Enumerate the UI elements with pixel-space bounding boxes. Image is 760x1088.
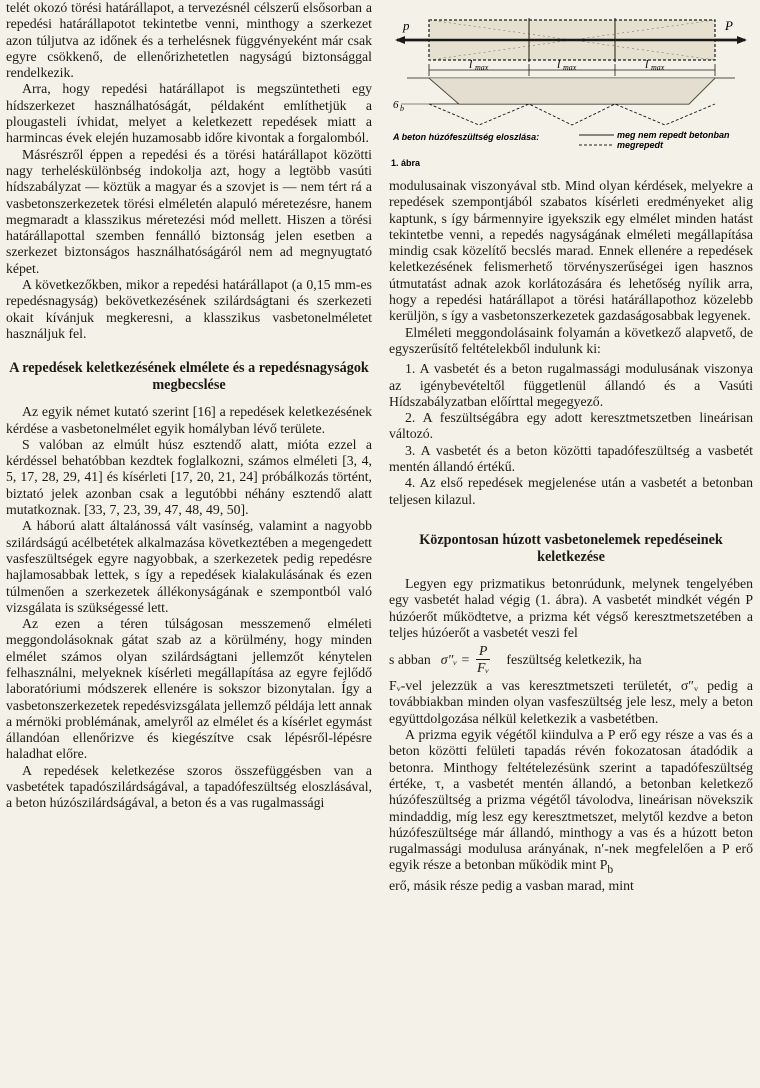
paragraph: Másrészről éppen a repedési és a törési határállapot közötti nagy terheléskülönbség indokolja azt, hogy a legtöbb vasúti hídszabályzat — köztük a magyar és a szovjet is — nem tért rá a vasbetonszerkezetek törési elméletén alapuló méretezésre, hanem megmaradt a klasszikus méretezési mód mellett. Hiszen a törési határállapottal szemben fennálló biztonság jelen esetben a szerkezet biztonságos használhatóságáról nem ad megnyugtató képet. <box>6 146 372 276</box>
list-item: 1. A vasbetét és a beton rugalmassági modulusának viszonya az igénybevételtől függetlenül állandó és a Vasúti Hídszabályzatban előírttal megegyező. <box>389 361 753 409</box>
paragraph: Fᵥ-vel jelezzük a vas keresztmetszeti területét, σ″ᵥ pedig a továbbiakban minden olyan vasfeszültség jele lesz, mely a beton együttdolgozása nélkül keletkezik a vasbetétben. <box>389 678 753 726</box>
paragraph: A következőkben, mikor a repedési határállapot (a 0,15 mm-es repedésnagyság) bekövetkezésének szilárdságtani és szerkezeti okait kívánjuk megkeresni, a klasszikus vasbetonelméletet használjuk fel. <box>6 277 372 341</box>
figure-1 <box>389 0 753 178</box>
section-heading: Központosan húzott vasbetonelemek repedéseinek keletkezése <box>419 531 723 565</box>
paragraph: Arra, hogy repedési határállapot is megszüntetheti egy hídszerkezet használhatóságát, példaként említhetjük a plougasteli ívhidat, melyet a keletkezett repedések miatt a harmincas évek elején huzamosabb időre kivontak a forgalomból. <box>6 81 372 146</box>
svg-text:max: max <box>475 63 489 72</box>
label-sigma: 6 <box>393 99 399 111</box>
legend-cracked: megrepedt <box>617 140 664 150</box>
label-lmax-1: l <box>469 57 473 71</box>
label-lmax-3: l <box>645 57 649 71</box>
paragraph: modulusainak viszonyával stb. Mind olyan kérdések, melyekre a repedések szempontjából szabatos kísérleti eredményeket alig kaptunk, s így bármennyire igyekszik egy elmélet minden hatást tekintetbe venni, a repedés nagyságának elméleti megállapítása mindig csak közelítő becslés marad. Ennek ellenére a repedések keletkezésének felismerhető törvényszerűségei igen hasznos útmutatást adnak azok korlátozására és lehetőség nyílik arra, hogy a repedési határállapot a törési határállapothoz közelebb kerüljön, s így a vasbetonszerkezetek gazdaságosabbak legyenek. <box>389 178 753 324</box>
paragraph: erő, másik része pedig a vasban marad, mint <box>389 878 634 894</box>
svg-text:b: b <box>400 104 404 113</box>
paragraph: Legyen egy prizmatikus betonrúdunk, melynek tengelyében egy vasbetét halad végig (1. ábra). A vasbetét mindkét végén P húzóerőt működtetve, a prizma két végső keresztmetszetében a teljes húzóerőt a vasbetét veszi fel <box>389 575 753 640</box>
list-item: 4. Az első repedések megjelenése után a vasbetét a betonban teljesen kilazul. <box>389 475 753 507</box>
left-column <box>6 0 372 812</box>
paragraph: telét okozó törési határállapot, a tervezésnél célszerű elsősorban a repedési határállapotot tekintetbe venni, minthogy a szerkezet azon túljutva az időnek és a terhelésnek függvényeként már csak egyre csökkenő, de ellenőrizhetetlen nagyságú biztonsággal rendelkezik. <box>6 0 372 81</box>
paragraph: A prizma egyik végétől kiindulva a P erő egy része a vas és a beton közötti felületi tapadás révén fokozatosan átadódik a betonra. Minthogy feltételezésünk szerint a tapadófeszültség értéke, τ, a vasbetét mentén állandó, a betonban keletkező húzófeszültség a prizma végétől távolodva, lineárisan növekszik mindaddig, míg lesz egy keresztmetszet, melytől kezdve a beton húzófeszültsége már állandó, minthogy a vas és a húzott beton rugalmassági modulusa arányának, n′-nek megfelelően a P erő egyik része a betonban működik mint $P_b$ <box>389 727 753 877</box>
list-item: 3. A vasbetét és a beton közötti tapadófeszültség a vasbetét mentén állandó értékű. <box>389 442 753 475</box>
figure-caption: 1. ábra <box>391 158 421 168</box>
svg-text:max: max <box>651 63 665 72</box>
paragraph: Az egyik német kutató szerint [16] a repedések keletkezésének kérdése a vasbetonelmélet egyik homályban lévő területe. <box>6 404 372 436</box>
paragraph: Elméleti meggondolásaink folyamán a következő alapvető, de egyszerűsítő feltételekből indulunk ki: <box>389 324 753 356</box>
list-item: 2. A feszültségábra egy adott keresztmetszetben lineárisan változó. <box>389 410 753 442</box>
paragraph: S valóban az elmúlt húsz esztendő alatt, mióta ezzel a kérdéssel behatóbban kezdtek foglalkozni, számos elméleti [3, 4, 5, 17, 28, 29, 41] és kísérleti [17, 20, 21, 24] próbálkozás történt, biztató jelek azonban csak a legutóbbi néhány esztendő alatt mutatkoznak. [33, 7, 23, 39, 47, 48, 49, 50]. <box>6 436 372 518</box>
section-heading: A repedések keletkezésének elmélete és a repedésnagyságok megbecslése <box>9 360 369 394</box>
legend-uncracked: meg nem repedt betonban <box>617 130 730 140</box>
paragraph: A repedések keletkezése szoros összefüggésben van a vasbetétek tapadószilárdságával, a tapadófeszültség eloszlásával, a beton húzószilárdságával, a beton és a vas rugalmassági <box>6 762 372 811</box>
right-column <box>389 0 753 895</box>
label-lmax-2: l <box>557 57 561 71</box>
equation: s abban σ″ᵥ = $\frac{P}{\text{Fᵥ}}$ feszültség keletkezik, ha <box>389 643 642 676</box>
distribution-label: A beton húzófeszültség eloszlása: <box>393 132 540 142</box>
figure-diagram <box>389 0 753 178</box>
svg-text:max: max <box>563 63 577 72</box>
label-p-right: P <box>725 18 733 33</box>
paragraph: A háború alatt általánossá vált vasínség, valamint a nagyobb szilárdságú acélbetétek alkalmazása következtében a megengedett vasfeszültségek egyre nagyobbak, a szerkezetek pedig repedésre hajlamosabbak lettek, s így a repedések kialakulásának és ezen túlmenően a szerkezetek állékonyságának e szempontból való vizsgálata is szükségessé lett. <box>6 518 372 615</box>
label-p-left: p <box>403 18 410 33</box>
paragraph: Az ezen a téren túlságosan messzemenő elméleti meggondolásoknak gátat szab az a körülmény, hogy minden elmélet számos olyan szilárdságtani jellemzőt kénytelen felhasználni, melyeknek kísérleti megállapítása az egyre fejlődő laboratóriumi módszerek ellenére is sokszor bizonytalan. Így a vasbetonszerkezetek repedésvizsgálata jellemző példája lett annak a mérnöki problémának, amelyről az elmélet és a kísérlet egymást állandóan ellenőrizve és kiegészítve csak lépésről-lépésre haladhat előre. <box>6 616 372 762</box>
